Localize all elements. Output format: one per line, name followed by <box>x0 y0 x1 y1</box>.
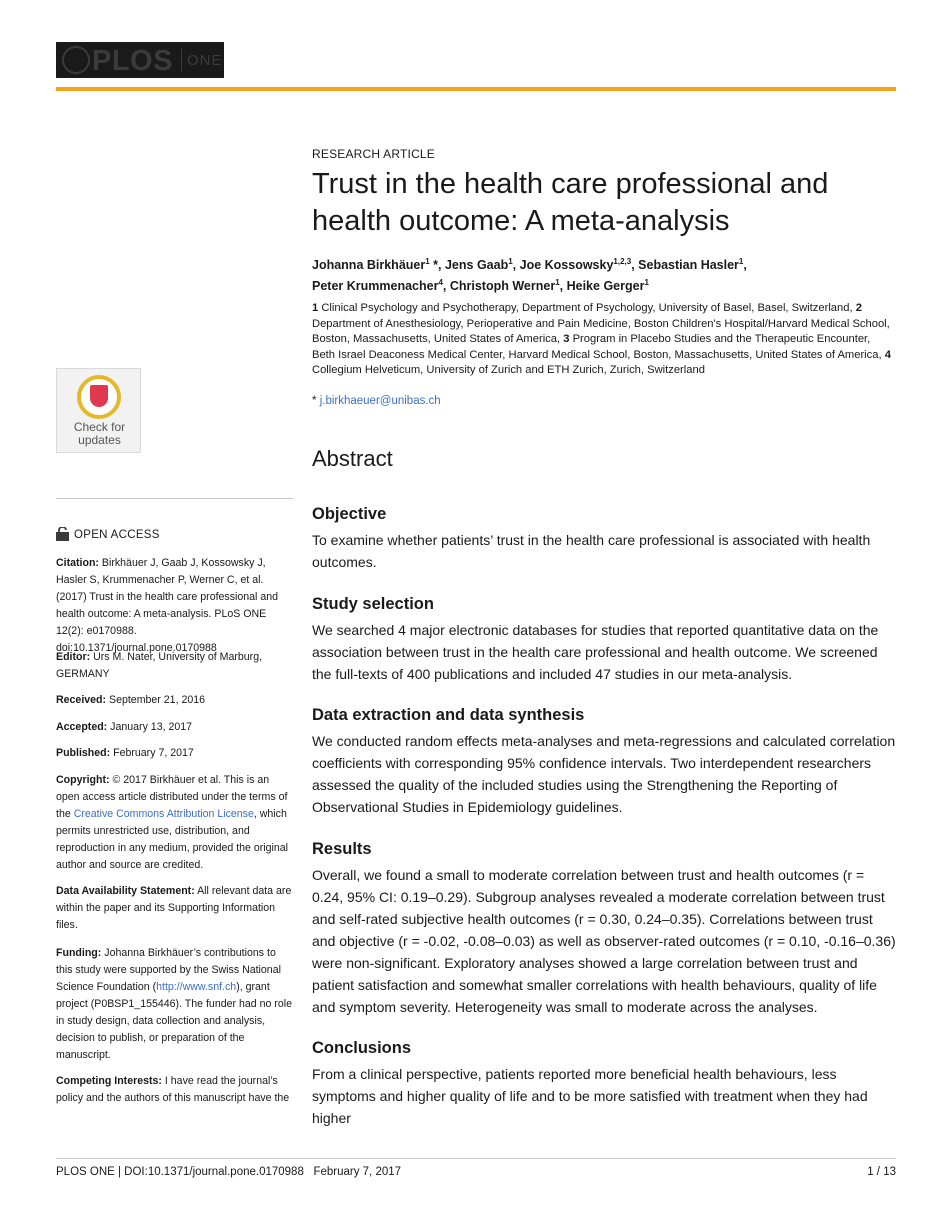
bookmark-icon <box>90 385 108 407</box>
page-number: 1 / 13 <box>867 1166 896 1178</box>
abstract-conclusions <box>312 1039 896 1129</box>
abstract-section-heading: Conclusions <box>312 1039 412 1057</box>
abstract-section-heading: Objective <box>312 505 387 523</box>
title-line-1: Trust in the health care professional and <box>312 168 829 200</box>
author[interactable]: Christoph Werner$^1$ <box>449 278 560 294</box>
funder-link[interactable]: http://www.snf.ch <box>156 981 237 993</box>
check-updates-label: Check for updates <box>73 420 126 447</box>
article-title <box>312 166 896 240</box>
citation-block: Citation: Birkhäuer J, Gaab J, Kossowsky J, Hasler S, Krummenacher P, Werner C, et al. (2017) Trust in the health care professional and health outcome: A meta-analysis. PLoS ONE 12(2): e0170988. doi:10.1371/journal.pone.0170988 <box>56 557 279 654</box>
abstract-heading: Abstract <box>312 446 393 471</box>
sidebar-divider <box>56 498 293 499</box>
email-link[interactable]: j.birkhaeuer@unibas.ch <box>319 395 441 407</box>
affiliations: 1 Clinical Psychology and Psychotherapy, Department of Psychology, University of Basel, Basel, Switzerland, 2 Department of Anesthesiology, Perioperative and Pain Medicine, Boston Children's Hospital/Harvard Medical School, Boston, Massachusetts, United States of America, 3 Program in Placebo Studies and the Therapeutic Encounter, Beth Israel Deaconess Medical Center, Harvard Medical School, Boston, Massachusetts, United States of America, 4 Collegium Helveticum, University of Zurich and ETH Zurich, Zurich, Switzerland <box>312 302 891 376</box>
accepted-date: Accepted: January 13, 2017 <box>56 721 193 733</box>
footer-citation: PLOS ONE | DOI:10.1371/journal.pone.0170988 February 7, 2017 <box>56 1166 402 1178</box>
data-availability-block: Data Availability Statement: All relevant data are within the paper and its Supporting Information files. <box>56 885 292 931</box>
published-date: Published: February 7, 2017 <box>56 747 194 759</box>
author[interactable]: Joe Kossowsky$^{1,2,3}$ <box>519 257 632 273</box>
logo-divider <box>181 49 182 71</box>
abstract-section-body: To examine whether patients’ trust in the health care professional is associated with health outcomes. <box>312 532 871 570</box>
abstract-section-heading: Results <box>312 840 372 858</box>
article-type-label: RESEARCH ARTICLE <box>312 147 436 161</box>
abstract-section-body: We searched 4 major electronic databases for studies that reported quantitative data on the association between trust in the health care professional and health outcome. We screened the full-texts of 400 publications and included 47 studies in our meta-analysis. <box>312 622 879 682</box>
header-accent-bar <box>56 87 896 91</box>
affiliation-text: Collegium Helveticum, University of Zurich and ETH Zurich, Zurich, Switzerland <box>312 364 705 376</box>
author[interactable]: Sebastian Hasler$^1$ <box>638 257 744 273</box>
check-updates-icon <box>77 375 121 419</box>
received-date: Received: September 21, 2016 <box>56 694 206 706</box>
title-line-2: health outcome: A meta-analysis <box>312 205 730 237</box>
affiliation-text: Program in Placebo Studies and the Therapeutic Encounter, Beth Israel Deaconess Medical Center, Harvard Medical School, Boston, Massachusetts, United States of America, <box>312 333 882 361</box>
editor-block: Editor: Urs M. Nater, University of Marburg, GERMANY <box>56 651 263 680</box>
open-access-lock-icon <box>56 527 69 541</box>
author[interactable]: Peter Krummenacher$^4$ <box>312 278 443 294</box>
author[interactable]: Johanna Birkhäuer$^1$ * <box>312 257 439 273</box>
abstract-section-heading: Study selection <box>312 595 434 613</box>
journal-logo[interactable] <box>56 42 224 78</box>
affiliation-text: Clinical Psychology and Psychotherapy, Department of Psychology, University of Basel, Basel, Switzerland, <box>321 302 853 314</box>
affiliation-text: Department of Anesthesiology, Perioperative and Pain Medicine, Boston Children's Hospital/Harvard Medical School, Boston, Massachusetts, United States of America, <box>312 317 890 345</box>
license-link[interactable]: Creative Commons Attribution License <box>73 808 254 820</box>
competing-interests-block: Competing Interests: I have read the journal’s policy and the authors of this manuscript have the <box>56 1075 290 1104</box>
abstract-data-extraction <box>312 706 896 818</box>
abstract-study-selection <box>312 595 896 685</box>
abstract-section-body: We conducted random effects meta-analyses and meta-regressions and calculated correlation coefficients with corresponding 95% confidence intervals. Two interdependent researchers assessed the quality of the included studies using the Strengthening the Reporting of Observational Studies in Epidemiology guidelines. <box>312 733 896 815</box>
logo-suffix: ONE <box>187 52 223 69</box>
check-for-updates-badge[interactable] <box>56 368 141 453</box>
author[interactable]: Jens Gaab$^1$ <box>444 257 513 273</box>
funding-block: Funding: Johanna Birkhäuer’s contributions to this study were supported by the Swiss National Science Foundation (http://www.snf.ch), grant project (P0BSP1_155446). The funder had no role in study design, data collection and analysis, decision to publish, or preparation of the manuscript. <box>56 947 292 1061</box>
corresponding-author: * j.birkhaeuer@unibas.ch <box>312 395 441 407</box>
abstract-section-body: Overall, we found a small to moderate correlation between trust and health outcomes (r = 0.24, 95% CI: 0.19–0.29). Subgroup analyses revealed a moderate correlation between trust and self-rated subjective health outcomes (r = 0.30, 0.24–0.35). Correlations between trust and objective (r = -0.02, -0.08–0.03) as well as observer-rated outcomes (r = 0.10, -0.16–0.36) were non-significant. Exploratory analyses showed a large correlation between trust and patient satisfaction and somewhat smaller correlations with health behaviours, quality of life and symptom severity. Heterogeneity was small to moderate across the analyses. <box>312 867 896 1015</box>
footer-divider <box>56 1158 896 1159</box>
abstract-results <box>312 840 896 1018</box>
logo-text: PLOS <box>92 45 173 77</box>
copyright-block: Copyright: © 2017 Birkhäuer et al. This is an open access article distributed under the terms of the Creative Commons Attribution License, which permits unrestricted use, distribution, and reproduction in any medium, provided the original author and source are credited. <box>56 774 289 871</box>
plos-emblem-icon <box>62 46 90 74</box>
abstract-section-heading: Data extraction and data synthesis <box>312 706 585 724</box>
abstract-section-body: From a clinical perspective, patients reported more beneficial health behaviours, less symptoms and higher quality of life and to be more satisfied with treatment when they had higher <box>312 1066 868 1126</box>
abstract-objective <box>312 505 896 573</box>
author[interactable]: Heike Gerger$^1$ <box>566 278 649 294</box>
open-access-label: OPEN ACCESS <box>56 527 293 543</box>
author-list: Johanna Birkhäuer$^1$ *, Jens Gaab$^1$, Joe Kossowsky$^{1,2,3}$, Sebastian Hasler$^1$, Peter Krummenacher$^4$, Christoph Werner$^1$, Heike Gerger$^1$ <box>312 257 747 294</box>
